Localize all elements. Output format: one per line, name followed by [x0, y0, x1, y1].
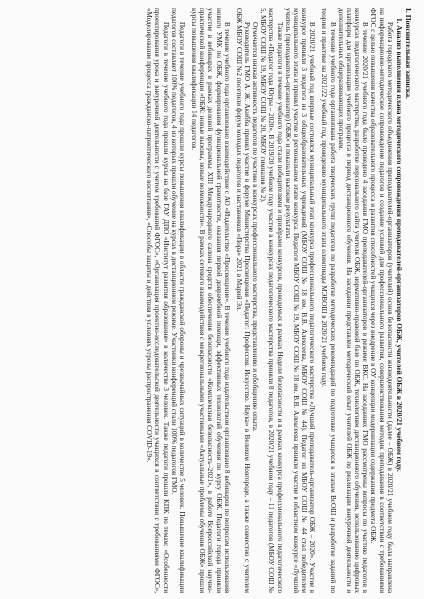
paragraph-3: В течение учебного года организована работа творческих групп педагогов по разработке методических рекомендаций по подготовке учащихся к этапам ВсОШ и разработке заданий по теории и практике на 2021/22 учебный год, проведению муниципального этапа олимпиады МЭВОШ в 2020/21 учебном году. [320, 8, 337, 593]
paragraph-10: Педагоги в течение учебного года прошли курсы на базе ГАУ ДПО «Институт развития образования» в количестве 3 человек. Также педагоги прошли КПК по темам: «Особенности проектирования урока и внеурочной деятельности с учетом требований ФГОС», «Организация проектно-исследовательской деятельности учащихся в соответствии с требованиями ФГОС», «Моделирование процесса гражданско-патриотического воспитания», «Способы защиты и действия в условиях угрозы распространения COVID-19». [145, 8, 170, 593]
paragraph-5: Также педагоги в течение учебного года стали победителями и призёрами конкурсов, проводимых в рамках Недели безопасности и в рамках конкурса профессионального педагогического мастерства «Педагог года Югры – 2020». В 2019/20 учебном году участие в конкурсах педагогического мастерства приняли 8 педагогов, в 2020/21 учебном году – 11 педагогов (МБОУ СОШ № 5, МБОУ СОШ № 19, МБОУ СОШ № 20, МБОУ гимназия № 2). [259, 8, 284, 593]
section-heading: 1. Анализ выполнения плана методического сопровождения преподавателей-организаторов ОБЖ, учителей ОБЖ в 2020/21 учебном году. [394, 18, 404, 472]
paragraph-2: В течение 2020/21 учебного года было проведено 4 заседания ГМО преподавателей-организаторов в режиме ВКС. На заседаниях ГМО рассмотрены вопросы по участию педагогов в конкурсах педагогического мастерства, разработке персонального сайта учителя ОБЖ, нормативно-правовой базе по ОБЖ, технологиям дистанционного обучения, использованию цифровых платформ для организации учебного процесса в период дистанционного обучения. На заседании представлен методический опыт учителей ОБЖ по реализации внеурочной деятельности и дополнительных общеразвивающих программ. [336, 8, 370, 593]
paragraph-7: Руководитель ГМО А. Ж. Акибба принял участие в форуме Министерства Просвещения «Педагог: Профессия. Искусство. Наука» в Великом Новгороде, а также совместно с учителем ОБЖ МБОУ СОШ №2 посетили форум молодых педагогов и наставников «Пора» 2021 в Марий Эл. [234, 8, 252, 593]
paragraph-6: Отмечается низкая активность педагогов по участию в конкурсах профессионального мастерства, представлению и обобщению опыта. [251, 22, 260, 432]
paragraph-9: Педагоги в течение учебного года прошли курсы повышения квалификации в области гражданской обороны и чрезвычайных ситуаций в количестве 5 человек. Повышение квалификации педагогов составляет 100% педагогов, 4 из которых прошли обучение на курсах в дистанционном режиме. Участники конференций стали 100% педагогов ГМО. [169, 8, 186, 593]
paragraph-4: В 2020/21 учебный год впервые состоялся муниципальный этап конкурса профессионального педагогического мастерства «Лучший преподаватель-организатор ОБЖ – 2020». Участие в конкурсе приняли 3 педагога из 3 общеобразовательных учреждений (МБОУ СОШ № 18 им. В.В. Алексеева, МБОУ СОШ № 44). Педагог из МБОУ СОШ № 44 стал победителем муниципального этапа и принял участие в региональном этапе конкурса. Педагоги МБОУ СОШ № 19, МБОУ СОШ № 18 им. В.В. Алексеева приняли участие в областном конкурсе «Лучший учитель (преподаватель-организатор) ОБЖ» и показали высокие результаты. [283, 8, 317, 593]
rotated-document-body [8, 8, 412, 593]
paragraph-8: В течение учебного года организовано взаимодействие с АО «Издательство «Просвещение». В течение учебного года издательством организовано 8 вебинаров по вопросам использования нового УМК по ОБЖ, формирования функциональной грамотности, оказания первой доврачебной помощи, эффективных технологий обучения по курсу ОБЖ. Педагоги города приняли участие в вебинарах в рамках деловой программы XIII Международного салона средств обеспечения безопасности «Комплексная безопасность–2021», в работе Всероссийской научно-практической конференции «ОБЖ: новые вызовы, новые возможности». В рамках сетевого взаимодействия с межрегиональными участниками «Актуальные проблемы обучения ОБЖ» прошли курсы повышения квалификации 14 педагогов. [190, 8, 231, 593]
document-title: I. Пояснительная записка. [404, 8, 413, 99]
paragraph-1: Работа городского методического объединения преподавателей-организаторов (учителей) основ безопасности жизнедеятельности (далее – ОБЖ) в 2020/21 учебном году была направлена на информационно-методическое сопровождение педагогов и создание условий для профессионального развития, совершенствования методик преподавания в соответствии с требованиями ФГОС с целью повышения качества образовательного процесса и развития способностей учащихся через внедрение в ОУ концепции модернизации содержания предмета ОБЖ. [369, 8, 394, 593]
